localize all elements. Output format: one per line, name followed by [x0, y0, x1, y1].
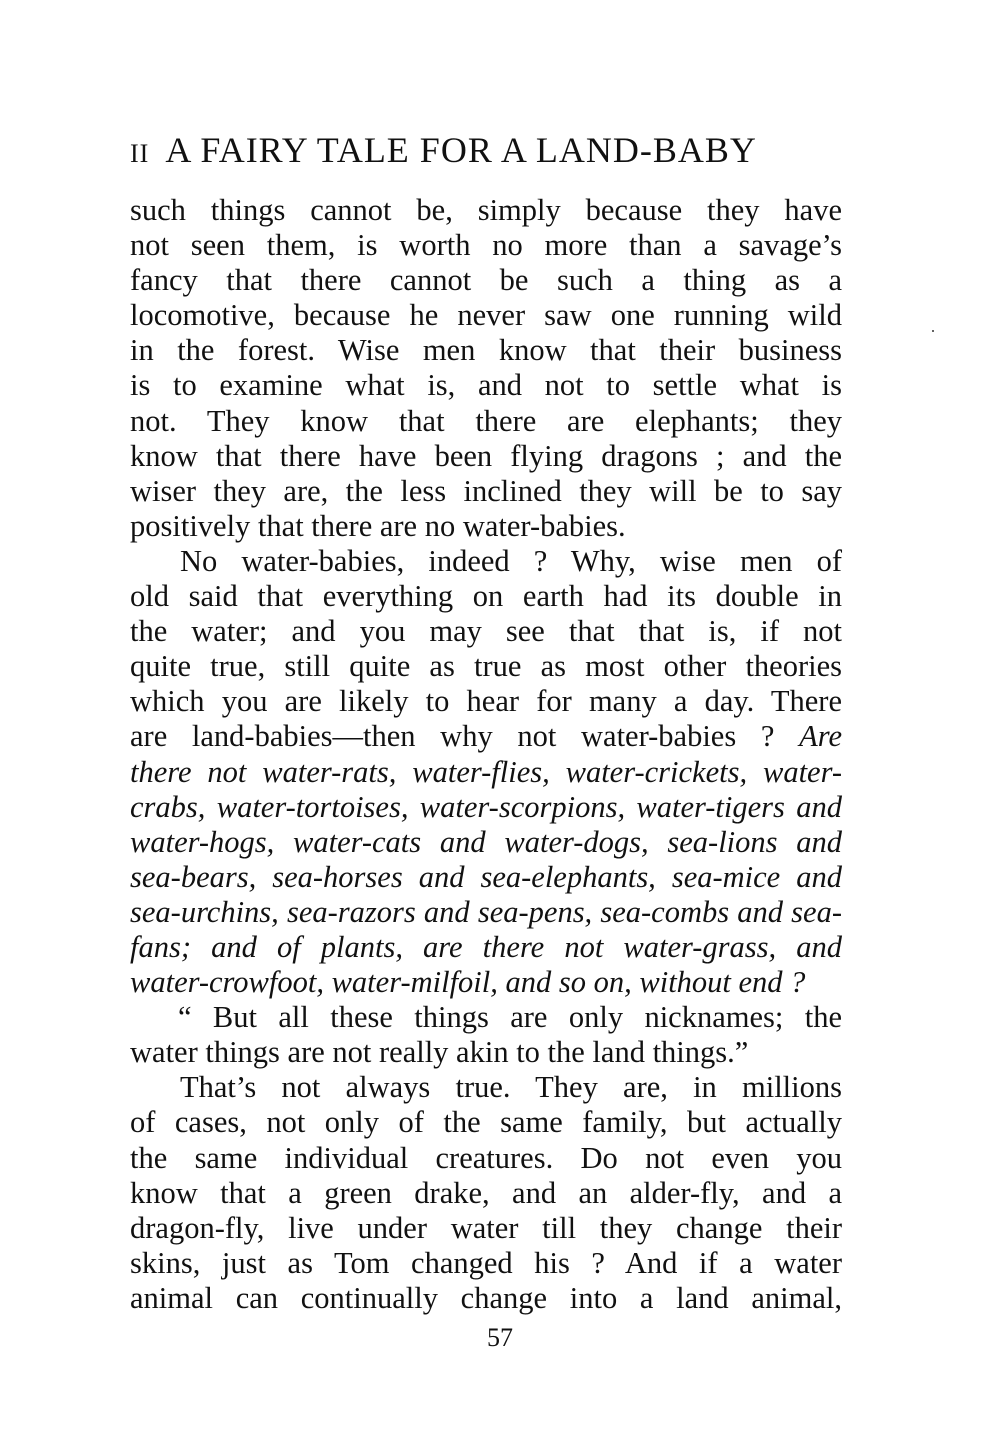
body-text	[130, 193, 842, 1316]
text-line: there not water-rats, water-flies, water-crickets, water-	[130, 754, 842, 789]
text-line: No water-babies, indeed ? Why, wise men of	[180, 543, 842, 578]
italic-segment: Are	[799, 719, 842, 754]
text-line: positively that there are no water-babies.	[130, 508, 626, 543]
text-line: animal can continually change into a land animal,	[130, 1280, 842, 1315]
text-line: wiser they are, the less inclined they will be to say	[130, 473, 842, 508]
text-line: the same individual creatures. Do not even you	[130, 1140, 842, 1175]
text-line: such things cannot be, simply because they have	[130, 193, 842, 227]
paper-speck	[932, 330, 934, 332]
text-line: skins, just as Tom changed his ? And if a water	[130, 1245, 842, 1280]
text-line: water-crowfoot, water-milfoil, and so on, without end ?	[130, 965, 806, 1000]
text-line: That’s not always true. They are, in millions	[180, 1070, 842, 1105]
text-line: locomotive, because he never saw one running wild	[130, 298, 842, 333]
text-line: is to examine what is, and not to settle what is	[130, 368, 842, 403]
text-line: sea-urchins, sea-razors and sea-pens, sea-combs and sea-	[130, 894, 842, 929]
text-line: water things are not really akin to the land things.”	[130, 1035, 749, 1070]
text-line: old said that everything on earth had its double in	[130, 579, 842, 614]
header-page-number: II	[130, 139, 150, 168]
text-line: know that a green drake, and an alder-fly, and a	[130, 1175, 842, 1210]
text-line: fancy that there cannot be such a thing as a	[130, 263, 842, 298]
text-line: dragon-fly, live under water till they change their	[130, 1210, 842, 1245]
text-line: sea-bears, sea-horses and sea-elephants, sea-mice and	[130, 859, 842, 894]
text-line: fans; and of plants, are there not water-grass, and	[130, 929, 842, 964]
text-line: not seen them, is worth no more than a savage’s	[130, 228, 842, 263]
text-line: the water; and you may see that that is, if not	[130, 614, 842, 649]
text-line: of cases, not only of the same family, but actually	[130, 1105, 842, 1140]
text-line: not. They know that there are elephants; they	[130, 403, 842, 438]
header-title: A FAIRY TALE FOR A LAND-BABY	[165, 130, 757, 170]
text-line: which you are likely to hear for many a day. There	[130, 684, 842, 719]
text-line: in the forest. Wise men know that their business	[130, 333, 842, 368]
footer-page-number: 57	[487, 1323, 513, 1352]
text-line: know that there have been flying dragons ; and the	[130, 438, 842, 473]
text-line: quite true, still quite as true as most other theories	[130, 649, 842, 684]
running-head	[130, 128, 842, 172]
text-segment: are land-babies—then why not water-babies ?	[130, 719, 775, 754]
text-line: water-hogs, water-cats and water-dogs, sea-lions and	[130, 824, 842, 859]
text-line: crabs, water-tortoises, water-scorpions, water-tigers and	[130, 789, 842, 824]
text-line	[130, 719, 842, 754]
text-line: “ But all these things are only nicknames; the	[178, 1000, 842, 1035]
